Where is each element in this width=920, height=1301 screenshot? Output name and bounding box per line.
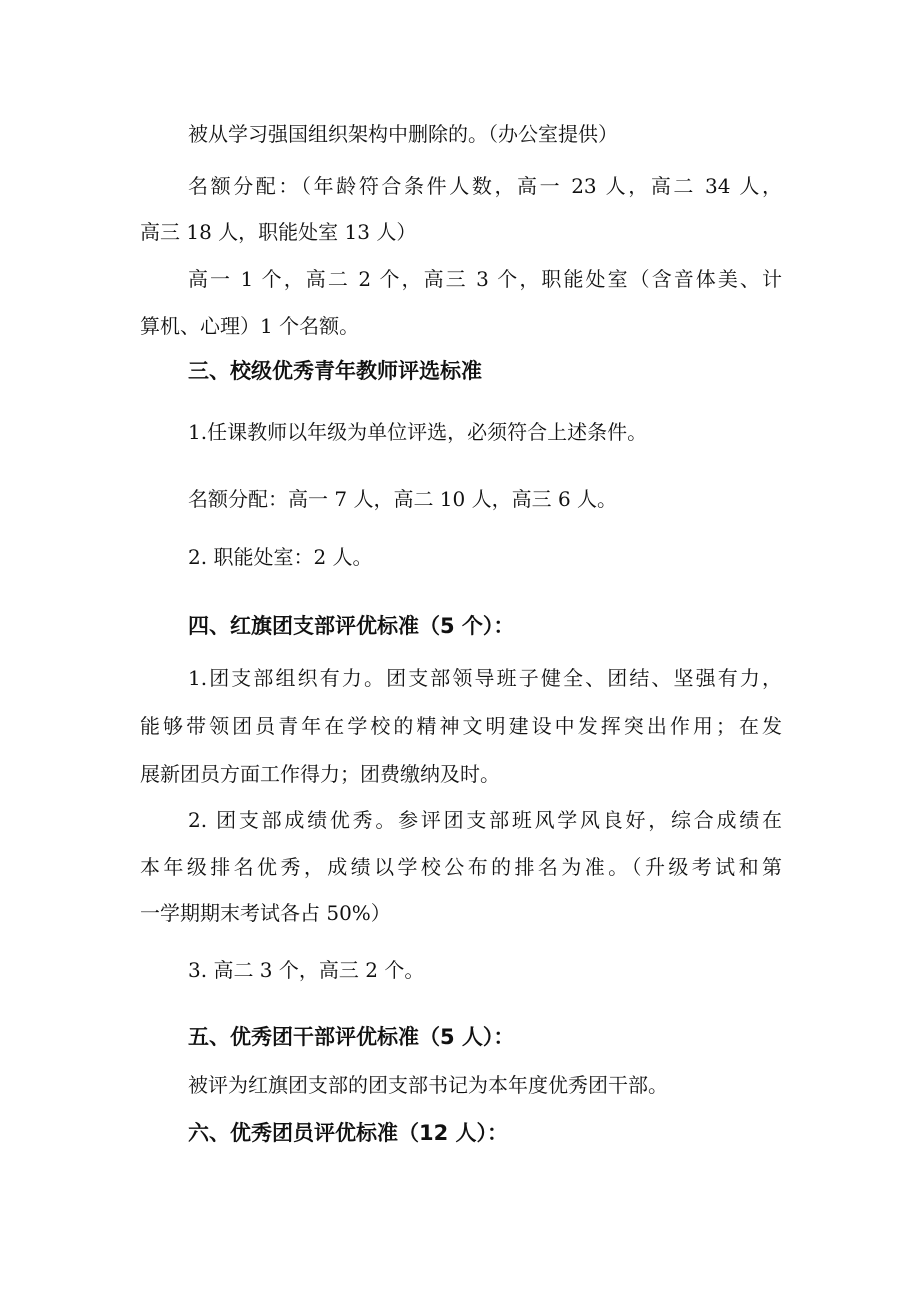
section-heading: 四、红旗团支部评优标准（5 个）：: [188, 614, 515, 638]
paragraph-line: 算机、心理）1 个名额。: [140, 314, 360, 338]
paragraph-line: 1.任课教师以年级为单位评选，必须符合上述条件。: [188, 420, 648, 444]
section-heading: 六、优秀团员评优标准（12 人）：: [188, 1121, 509, 1145]
paragraph-line: 被评为红旗团支部的团支部书记为本年度优秀团干部。: [188, 1073, 668, 1097]
paragraph-line: 高一 1 个，高二 2 个，高三 3 个，职能处室（含音体美、计: [188, 267, 782, 291]
paragraph-line: 被从学习强国组织架构中删除的。（办公室提供）: [188, 122, 618, 146]
section-heading: 三、校级优秀青年教师评选标准: [188, 359, 482, 383]
paragraph-line: 展新团员方面工作得力；团费缴纳及时。: [140, 762, 500, 786]
paragraph-line: 名额分配：高一 7 人，高二 10 人，高三 6 人。: [188, 487, 618, 511]
paragraph-line: 高三 18 人，职能处室 13 人）: [140, 220, 417, 244]
paragraph-line: 2. 团支部成绩优秀。参评团支部班风学风良好，综合成绩在: [188, 808, 782, 832]
paragraph-line: 3. 高二 3 个，高三 2 个。: [188, 958, 425, 982]
paragraph-line: 名额分配：（年龄符合条件人数，高一 23 人，高二 34 人，: [188, 174, 782, 198]
paragraph-line: 一学期期末考试各占 50%）: [140, 901, 391, 925]
section-heading: 五、优秀团干部评优标准（5 人）：: [188, 1025, 515, 1049]
paragraph-line: 2. 职能处室：2 人。: [188, 545, 373, 569]
paragraph-line: 能够带领团员青年在学校的精神文明建设中发挥突出作用；在发: [140, 714, 782, 738]
paragraph-line: 1.团支部组织有力。团支部领导班子健全、团结、坚强有力，: [188, 666, 782, 690]
paragraph-line: 本年级排名优秀，成绩以学校公布的排名为准。（升级考试和第: [140, 855, 782, 879]
